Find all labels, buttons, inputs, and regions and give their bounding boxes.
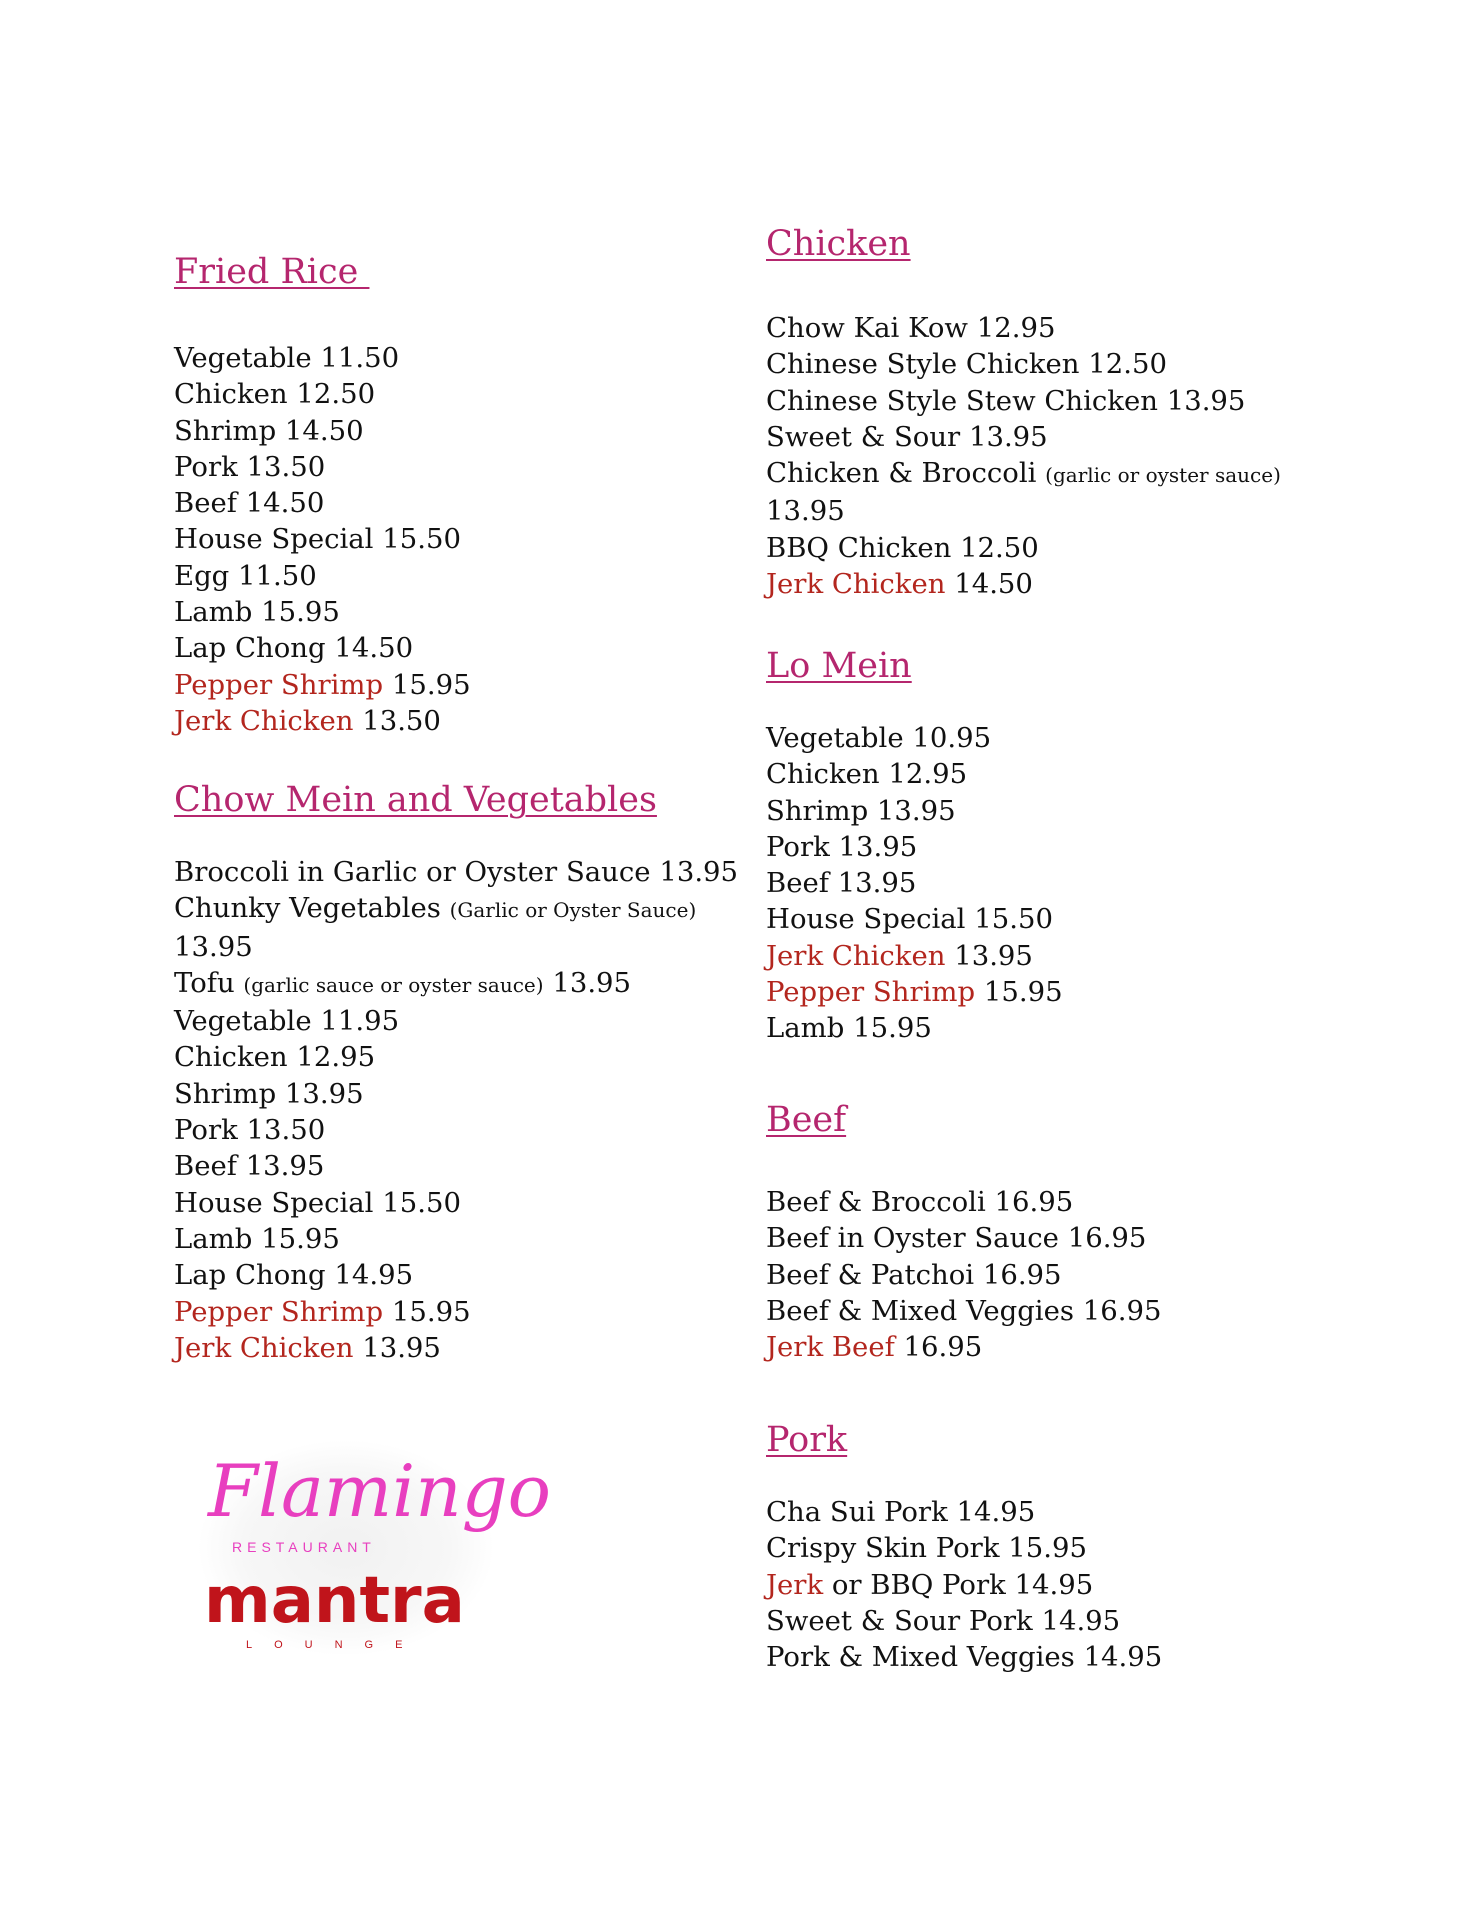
list-item: Shrimp 13.95	[766, 794, 956, 827]
pork-section	[766, 1418, 1406, 1675]
list-item: Chow Kai Kow 12.95	[766, 312, 1056, 344]
beef-section	[766, 1098, 1406, 1365]
beef-list	[766, 1184, 1406, 1365]
list-item: Shrimp 13.95	[174, 1077, 364, 1110]
list-item: Pork 13.50	[174, 450, 326, 483]
list-item: Beef 14.50	[174, 487, 325, 520]
fried-rice-heading: Fried Rice	[174, 252, 370, 292]
beef-heading: Beef	[766, 1100, 847, 1140]
list-item: Chicken 12.50	[174, 378, 376, 411]
list-item: Egg 11.50	[174, 559, 317, 592]
list-item: Lamb 15.95	[766, 1012, 932, 1045]
list-item: Sweet & Sour Pork 14.95	[766, 1604, 1121, 1637]
list-item: Pepper Shrimp 15.95	[174, 1295, 471, 1328]
svg-text:RESTAURANT: RESTAURANT	[232, 1539, 376, 1555]
list-item: Pork & Mixed Veggies 14.95	[766, 1641, 1163, 1674]
list-item: Shrimp 14.50	[174, 414, 364, 447]
list-item: Jerk Chicken 13.50	[174, 704, 441, 737]
list-item: House Special 15.50	[174, 1186, 461, 1219]
lo-mein-section	[766, 644, 1406, 1047]
chicken-section	[766, 222, 1406, 602]
list-item: Vegetable 11.95	[174, 1005, 400, 1038]
chicken-list	[766, 310, 1406, 602]
list-item: Jerk Beef 16.95	[766, 1331, 983, 1364]
list-item: Sweet & Sour 13.95	[766, 420, 1048, 453]
list-item: Cha Sui Pork 14.95	[766, 1496, 1036, 1528]
list-item: Beef & Mixed Veggies 16.95	[766, 1294, 1162, 1327]
list-item: Lamb 15.95	[174, 596, 340, 629]
list-item: Tofu (garlic sauce or oyster sauce) 13.95	[174, 966, 632, 999]
list-item: Pepper Shrimp 15.95	[766, 976, 1063, 1009]
list-item: Beef 13.95	[174, 1150, 325, 1183]
list-item: Chinese Style Chicken 12.50	[766, 348, 1167, 381]
chow-mein-list	[174, 854, 739, 1366]
list-item: Beef & Broccoli 16.95	[766, 1186, 1074, 1218]
list-item: Chicken 12.95	[174, 1041, 376, 1074]
list-item: House Special 15.50	[766, 903, 1053, 936]
list-item: Lap Chong 14.50	[174, 632, 414, 665]
pork-heading: Pork	[766, 1420, 848, 1460]
list-item: Pork 13.50	[174, 1114, 326, 1147]
list-item: Lap Chong 14.95	[174, 1259, 414, 1292]
flamingo-mantra-logo-icon	[196, 1430, 552, 1660]
list-item: House Special 15.50	[174, 523, 461, 556]
list-item: Vegetable 10.95	[766, 722, 992, 754]
list-item: Beef & Patchoi 16.95	[766, 1258, 1062, 1291]
restaurant-logo	[196, 1430, 552, 1660]
chow-mein-section	[174, 778, 739, 1366]
list-item: Lamb 15.95	[174, 1222, 340, 1255]
list-item: Beef in Oyster Sauce 16.95	[766, 1222, 1147, 1255]
list-item: Vegetable 11.50	[174, 342, 400, 374]
list-item: Pepper Shrimp 15.95	[174, 668, 471, 701]
list-item: Broccoli in Garlic or Oyster Sauce 13.95	[174, 856, 739, 888]
list-item: Chicken & Broccoli (garlic or oyster sauce) 13.95	[766, 457, 1281, 528]
pork-list	[766, 1494, 1406, 1675]
svg-text:Flamingo: Flamingo	[208, 1449, 552, 1533]
list-item: Chunky Vegetables (Garlic or Oyster Sauce) 13.95	[174, 892, 697, 963]
list-item: Chinese Style Stew Chicken 13.95	[766, 384, 1246, 417]
list-item: Chicken 12.95	[766, 758, 968, 791]
chow-mein-heading: Chow Mein and Vegetables	[174, 780, 657, 820]
lo-mein-heading: Lo Mein	[766, 646, 912, 686]
list-item: BBQ Chicken 12.50	[766, 531, 1039, 564]
list-item: Pork 13.95	[766, 830, 918, 863]
list-item: Jerk Chicken 13.95	[174, 1331, 441, 1364]
list-item: Jerk Chicken 13.95	[766, 939, 1033, 972]
list-item: Beef 13.95	[766, 867, 917, 900]
chicken-heading: Chicken	[766, 224, 911, 264]
list-item: Jerk or BBQ Pork 14.95	[766, 1568, 1094, 1601]
svg-text:LOUNGE: LOUNGE	[246, 1639, 425, 1651]
list-item: Jerk Chicken 14.50	[766, 568, 1033, 601]
lo-mein-list	[766, 720, 1406, 1047]
fried-rice-section	[174, 250, 734, 739]
fried-rice-list	[174, 340, 734, 739]
svg-text:mantra: mantra	[204, 1564, 465, 1638]
list-item: Crispy Skin Pork 15.95	[766, 1532, 1087, 1565]
